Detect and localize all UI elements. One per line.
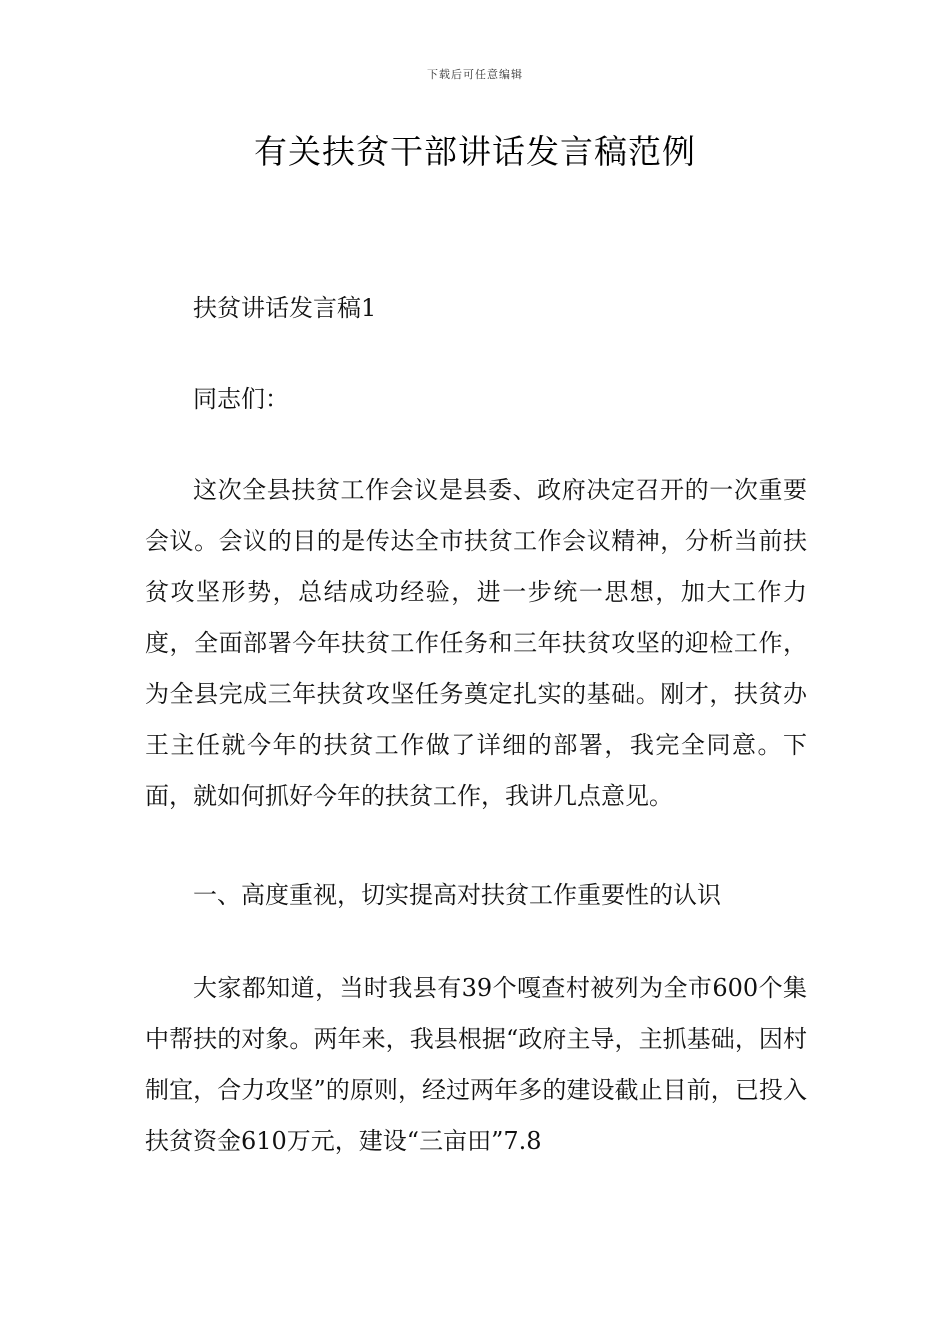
paragraph-subtitle: 扶贫讲话发言稿1: [193, 294, 377, 322]
paragraph-salutation: 同志们：: [193, 385, 289, 413]
document-title: 有关扶贫干部讲话发言稿范例: [254, 132, 696, 171]
paragraph-intro: 这次全县扶贫工作会议是县委、政府决定召开的一次重要会议。会议的目的是传达全市扶贫工作会议精神，分析当前扶贫攻坚形势，总结成功经验，进一步统一思想，加大工作力度，全面部署今年扶贫工作任务和三年扶贫攻坚的迎检工作，为全县完成三年扶贫攻坚任务奠定扎实的基础。刚才，扶贫办王主任就今年的扶贫工作做了详细的部署，我完全同意。下面，就如何抓好今年的扶贫工作，我讲几点意见。: [145, 476, 807, 810]
paragraph-section-heading: 一、高度重视，切实提高对扶贫工作重要性的认识: [193, 881, 721, 909]
page-header-note: 下载后可任意编辑: [427, 68, 523, 81]
paragraph-body: 大家都知道，当时我县有39个嘎查村被列为全市600个集中帮扶的对象。两年来，我县根据“政府主导，主抓基础，因村制宜，合力攻坚”的原则，经过两年多的建设截止目前，已投入扶贫资金610万元，建设“三亩田”7.8: [145, 974, 807, 1155]
document-body: [145, 283, 807, 1167]
